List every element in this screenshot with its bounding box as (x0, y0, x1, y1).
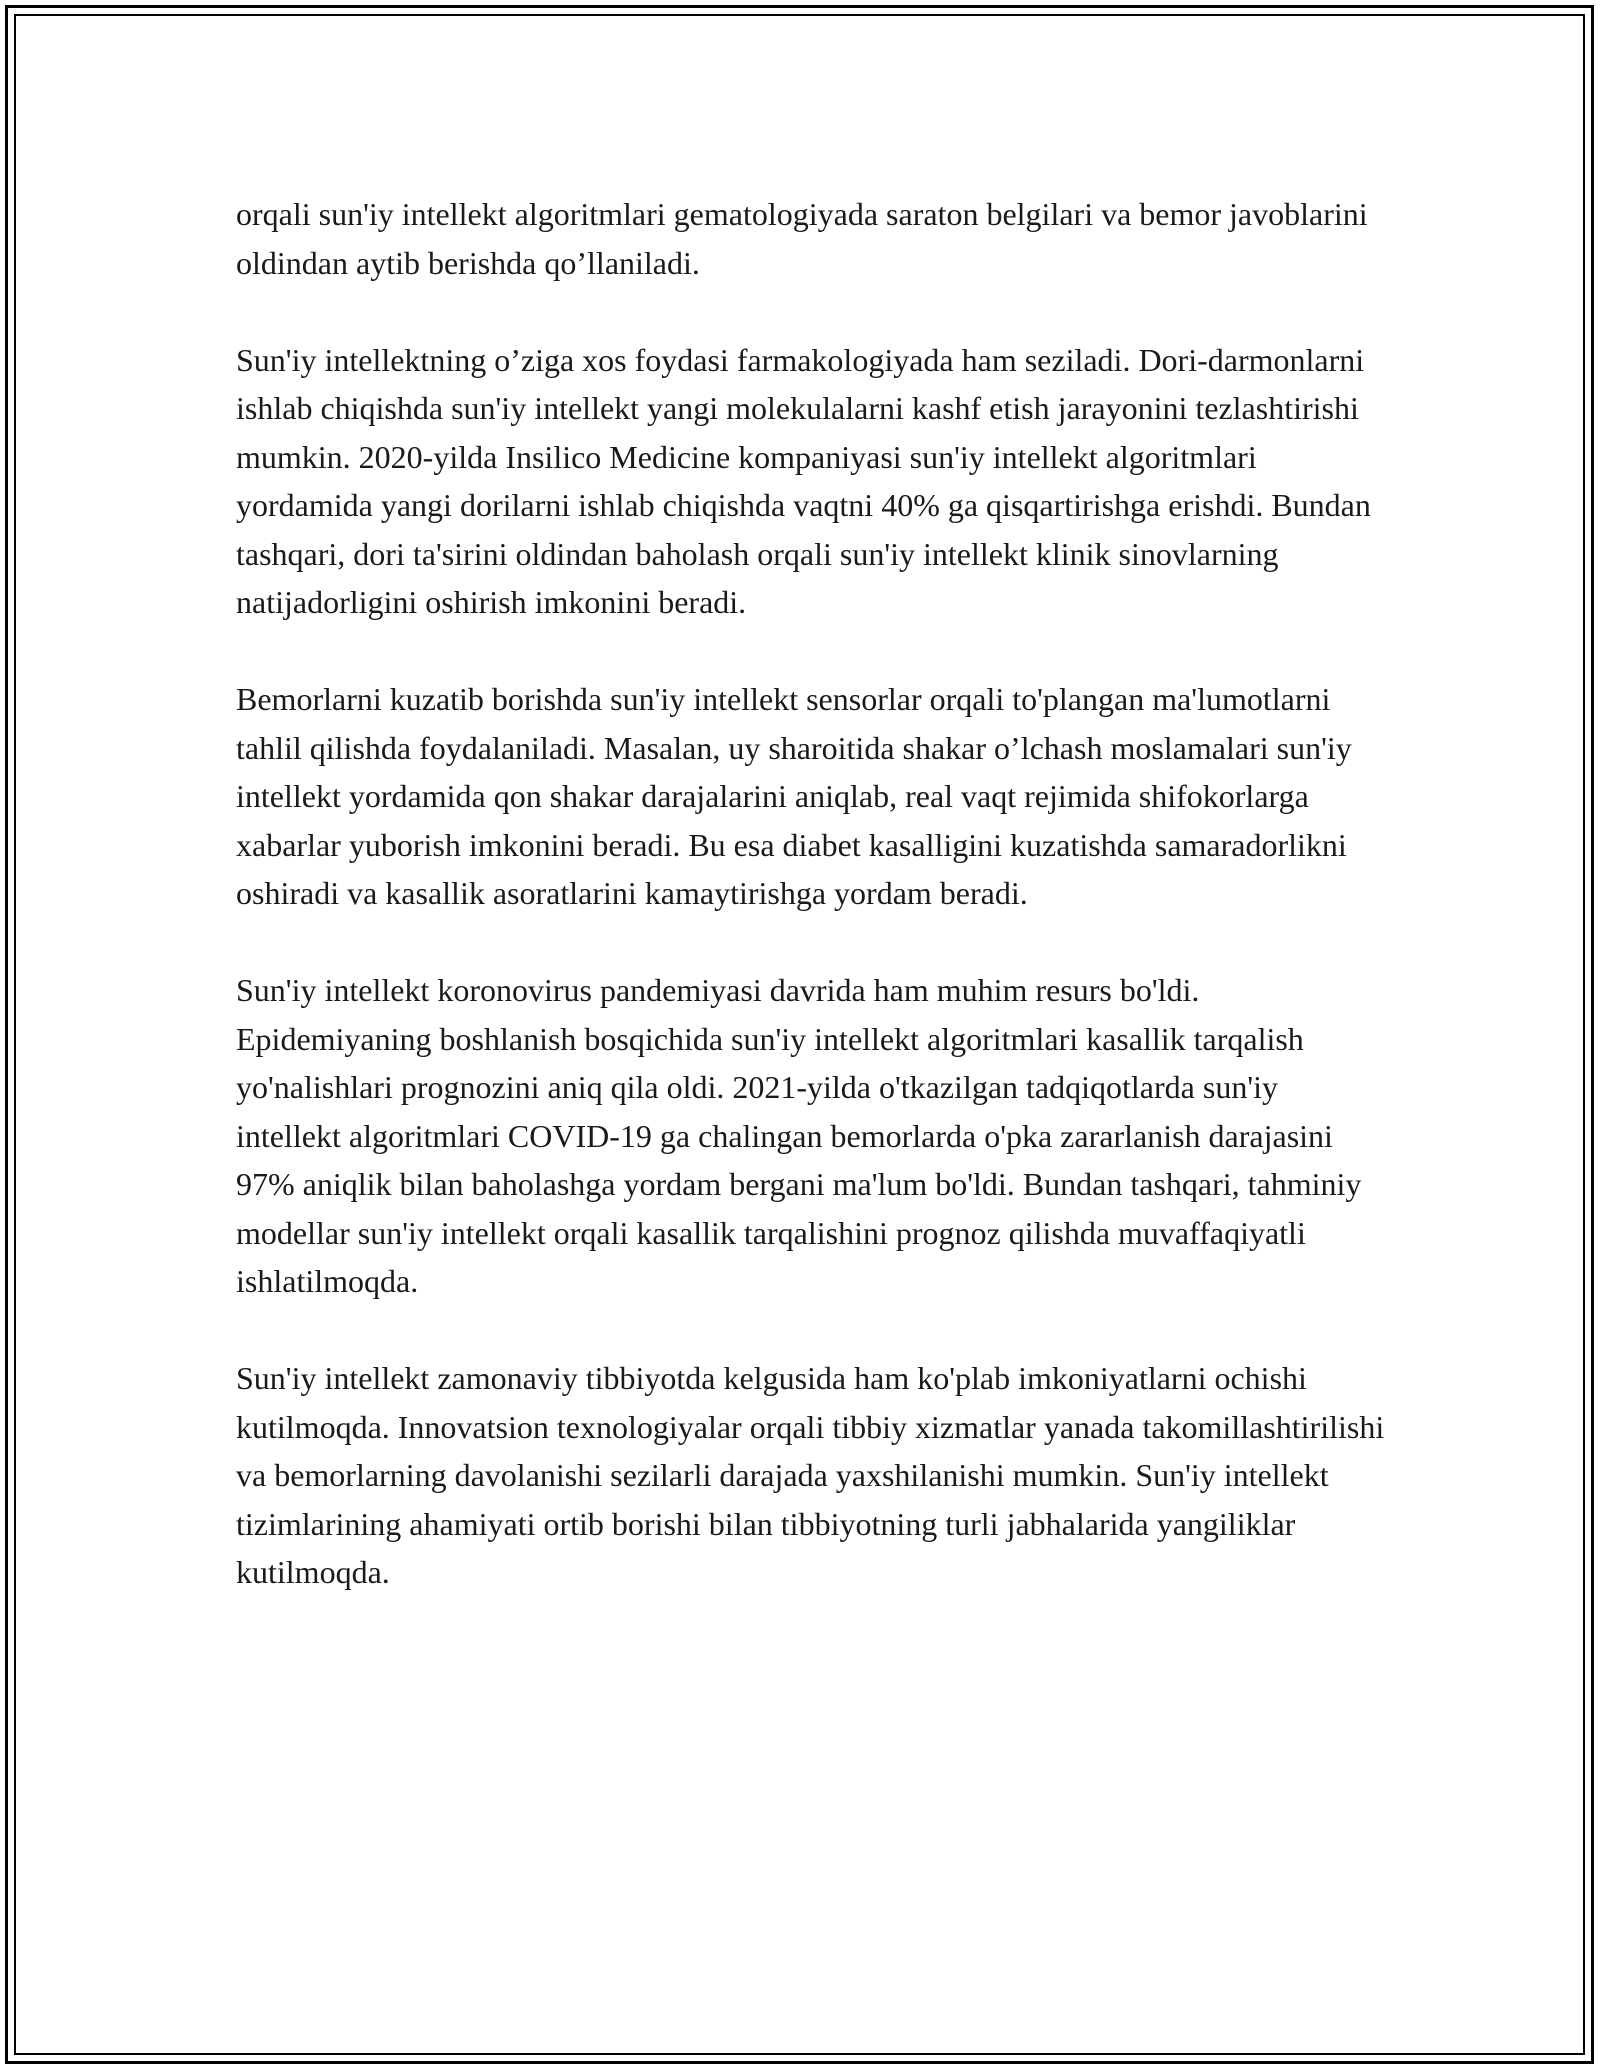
paragraph-3: Bemorlarni kuzatib borishda sun'iy intellekt sensorlar orqali to'plangan ma'lumotlarni tahlil qilishda foydalaniladi. Masalan, uy sharoitida shakar o’lchash moslamalari sun'iy intellekt yordamida qon shakar darajalarini aniqlab, real vaqt rejimida shifokorlarga xabarlar yuborish imkonini beradi. Bu esa diabet kasalligini kuzatishda samaradorlikni oshiradi va kasallik asoratlarini kamaytirishga yordam beradi. (236, 681, 1352, 911)
paragraph-5: Sun'iy intellekt zamonaviy tibbiyotda kelgusida ham ko'plab imkoniyatlarni ochishi kutilmoqda. Innovatsion texnologiyalar orqali tibbiy xizmatlar yanada takomillashtirilishi va bemorlarning davolanishi sezilarli darajada yaxshilanishi mumkin. Sun'iy intellekt tizimlarining ahamiyati ortib borishi bilan tibbiyotning turli jabhalarida yangiliklar kutilmoqda. (236, 1360, 1385, 1590)
paragraph-1: orqali sun'iy intellekt algoritmlari gematologiyada saraton belgilari va bemor javoblarini oldindan aytib berishda qo’llaniladi. (236, 196, 1368, 281)
document-body (236, 190, 1386, 1645)
paragraph-2: Sun'iy intellektning o’ziga xos foydasi farmakologiyada ham seziladi. Dori-darmonlarni ishlab chiqishda sun'iy intellekt yangi molekulalarni kashf etish jarayonini tezlashtirishi mumkin. 2020-yilda Insilico Medicine kompaniyasi sun'iy intellekt algoritmlari yordamida yangi dorilarni ishlab chiqishda vaqtni 40% ga qisqartirishga erishdi. Bundan tashqari, dori ta'sirini oldindan baholash orqali sun'iy intellekt klinik sinovlarning natijadorligini oshirish imkonini beradi. (236, 341, 1371, 620)
paragraph-4: Sun'iy intellekt koronovirus pandemiyasi davrida ham muhim resurs bo'ldi. Epidemiyaning boshlanish bosqichida sun'iy intellekt algoritmlari kasallik tarqalish yo'nalishlari prognozini aniq qila oldi. 2021-yilda o'tkazilgan tadqiqotlarda sun'iy intellekt algoritmlari COVID-19 ga chalingan bemorlarda o'pka zararlanish darajasini 97% aniqlik bilan baholashga yordam bergani ma'lum bo'ldi. Bundan tashqari, tahminiy modellar sun'iy intellekt orqali kasallik tarqalishini prognoz qilishda muvaffaqiyatli ishlatilmoqda. (236, 972, 1362, 1299)
